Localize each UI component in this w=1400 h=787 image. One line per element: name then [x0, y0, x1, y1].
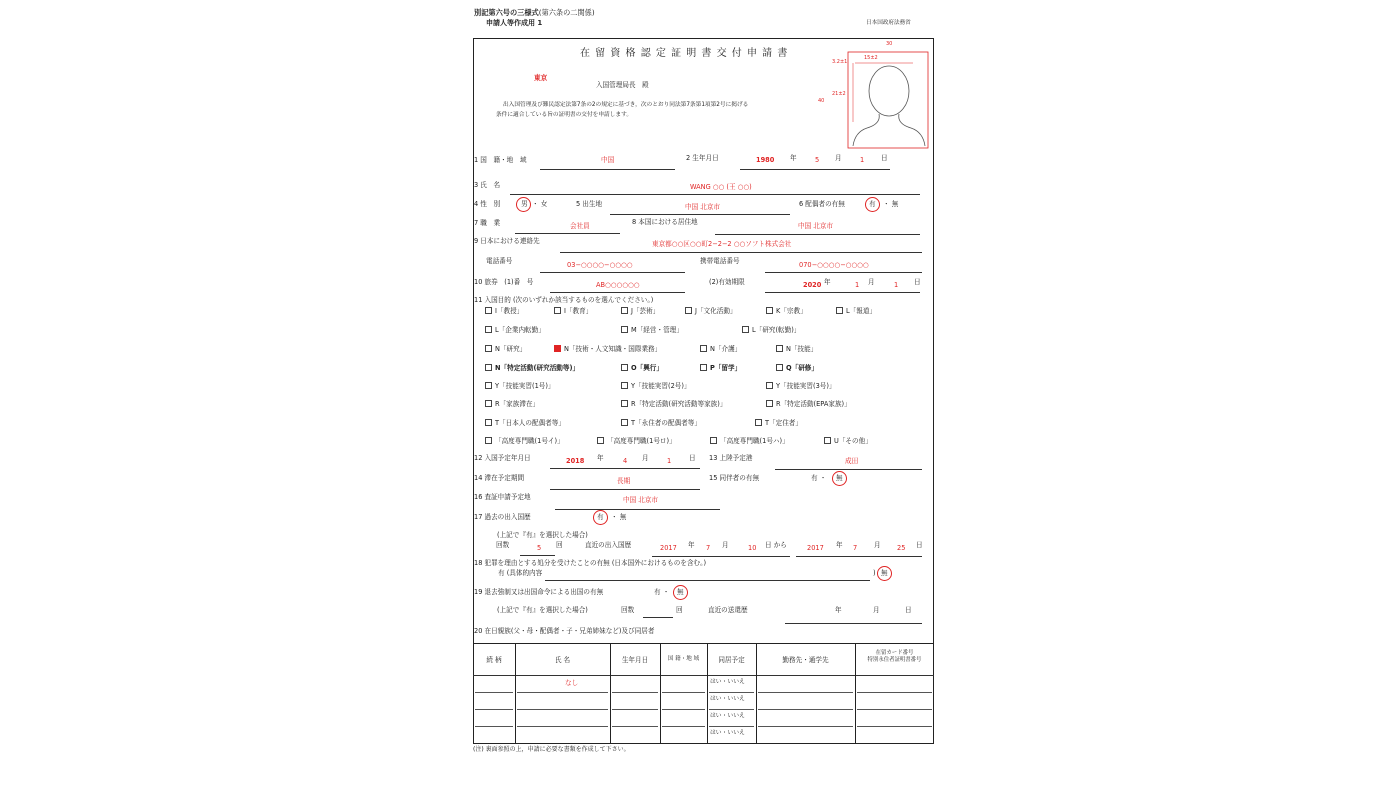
checkbox-icon[interactable] — [485, 364, 492, 371]
phone-value[interactable]: 03−○○○○−○○○○ — [567, 261, 633, 269]
form-title: 在 留 資 格 認 定 証 明 書 交 付 申 請 書 — [580, 48, 789, 59]
purpose-option[interactable] — [621, 400, 726, 408]
checkbox-icon[interactable] — [597, 437, 604, 444]
checkbox-icon[interactable] — [485, 382, 492, 389]
purpose-label: I「教授」 — [495, 307, 524, 315]
purpose-option[interactable] — [742, 326, 800, 334]
deportation-yes[interactable]: 有 ・ — [654, 588, 670, 596]
table-row-divider — [517, 726, 608, 727]
past-times-value[interactable]: 5 — [537, 544, 542, 552]
purpose-option[interactable] — [485, 437, 564, 445]
purpose-label: R「特定活動(EPA家族)」 — [776, 400, 851, 408]
purpose-option[interactable] — [621, 307, 659, 315]
purpose-label: J「文化活動」 — [695, 307, 737, 315]
line — [555, 509, 720, 510]
table-row-divider — [612, 709, 658, 710]
purpose-label: R「特定活動(研究活動等家族)」 — [631, 400, 727, 408]
label-visa-place: 16 査証申請予定地 — [474, 493, 531, 501]
checkbox-icon[interactable] — [700, 364, 707, 371]
purpose-option[interactable] — [485, 326, 545, 334]
form-subtitle: 申請人等作成用 1 — [486, 19, 543, 27]
label-passport: 10 旅券 (1)番 号 — [474, 278, 534, 286]
checkbox-icon[interactable] — [621, 307, 628, 314]
line — [515, 233, 620, 234]
label-mobile: 携帯電話番号 — [700, 257, 740, 265]
checkbox-icon[interactable] — [485, 437, 492, 444]
deportation-no[interactable]: 無 — [677, 588, 684, 596]
purpose-option[interactable] — [700, 345, 741, 353]
day-label: 日 — [914, 278, 921, 286]
intro-line-1: 出入国管理及び難民認定法第7条の2の規定に基づき，次のとおり同法第7条第1項第2号に掲げる — [503, 102, 749, 108]
purpose-label: N「研究」 — [495, 345, 527, 353]
table-row-divider — [517, 709, 608, 710]
birth-month[interactable]: 5 — [815, 156, 820, 164]
label-deportation: 19 退去強制又は出国命令による出国の有無 — [474, 588, 604, 596]
label-birthplace: 5 出生地 — [576, 200, 603, 208]
crime-close: ) — [873, 569, 876, 577]
cohabit-cell[interactable]: はい・いいえ — [710, 713, 745, 719]
line — [550, 489, 700, 490]
spouse-yes[interactable]: 有 — [869, 200, 876, 208]
relative-name-cell[interactable]: なし — [565, 679, 579, 687]
photo-height: 40 — [818, 98, 825, 104]
line — [715, 234, 920, 235]
table-row-divider — [612, 726, 658, 727]
line — [643, 617, 673, 618]
selected-circle — [593, 510, 608, 525]
selected-circle — [673, 585, 688, 600]
entry-year[interactable]: 2018 — [566, 457, 585, 465]
from-label: 日 から — [765, 541, 787, 549]
purpose-option[interactable] — [485, 382, 555, 390]
purpose-label: O「興行」 — [631, 364, 663, 372]
purpose-label: M「経営・管理」 — [631, 326, 683, 334]
footer-note: (注) 裏面参照の上，申請に必要な書類を作成して下さい。 — [473, 746, 630, 753]
table-row-divider — [475, 709, 513, 710]
purpose-option[interactable] — [766, 307, 807, 315]
sex-male[interactable]: 男 — [521, 200, 528, 208]
office-label: 入国管理局長 殿 — [596, 81, 649, 89]
table-row-divider — [662, 692, 705, 693]
line — [540, 169, 675, 170]
purpose-label: 「高度専門職(1号ロ)」 — [607, 437, 676, 445]
purpose-option[interactable] — [485, 345, 526, 353]
purpose-option[interactable] — [766, 400, 851, 408]
purpose-label: N「技能」 — [786, 345, 818, 353]
companion-no[interactable]: 無 — [836, 474, 843, 482]
year-label: 年 — [836, 541, 843, 549]
purpose-label: L「報道」 — [846, 307, 877, 315]
purpose-option[interactable] — [836, 307, 876, 315]
government-label: 日本国政府法務省 — [866, 20, 911, 26]
checkbox-icon[interactable] — [700, 345, 707, 352]
japan-contact-value[interactable]: 東京都○○区○○町2−2−2 ○○ソフト株式会社 — [652, 240, 792, 248]
checkbox-icon[interactable] — [766, 382, 773, 389]
photo-width: 30 — [886, 41, 893, 47]
purpose-option[interactable] — [485, 307, 523, 315]
purpose-label: T「日本人の配偶者等」 — [495, 419, 565, 427]
line — [610, 214, 790, 215]
year-label: 年 — [597, 454, 604, 462]
purpose-option[interactable] — [621, 419, 701, 427]
label-crime: 18 犯罪を理由とする処分を受けたことの有無 (日本国外におけるものを含む。) — [474, 559, 707, 567]
month-label: 月 — [722, 541, 729, 549]
label-occupation: 7 職 業 — [474, 219, 501, 227]
purpose-label: Y「技能実習(2号)」 — [631, 382, 691, 390]
checkbox-icon[interactable] — [621, 364, 628, 371]
times-unit: 回 — [556, 541, 563, 549]
year-label: 年 — [790, 154, 797, 162]
home-address-value[interactable]: 中国 北京市 — [798, 222, 834, 230]
checkbox-icon[interactable] — [742, 326, 749, 333]
name-value[interactable]: WANG ○○ (王 ○○) — [690, 183, 752, 191]
passport-month[interactable]: 1 — [855, 281, 860, 289]
cohabit-cell[interactable]: はい・いいえ — [710, 730, 745, 736]
checkbox-icon[interactable] — [685, 307, 692, 314]
purpose-option[interactable] — [621, 326, 683, 334]
purpose-label: T「永住者の配偶者等」 — [631, 419, 701, 427]
checkbox-icon[interactable] — [776, 345, 783, 352]
table-row-divider — [662, 726, 705, 727]
table-header: 勤務先・通学先 — [782, 656, 829, 664]
nationality-value[interactable]: 中国 — [601, 156, 615, 164]
checkbox-icon[interactable] — [766, 307, 773, 314]
purpose-label: N「特定活動(研究活動等)」 — [495, 364, 580, 372]
line — [740, 169, 890, 170]
checkbox-icon[interactable] — [621, 382, 628, 389]
line — [540, 272, 685, 273]
stay-value[interactable]: 長期 — [617, 477, 631, 485]
past-entry-no[interactable]: ・ 無 — [611, 513, 627, 521]
past-to-day[interactable]: 25 — [897, 544, 906, 552]
past-entry-note: (上記で『有』を選択した場合) — [497, 531, 588, 539]
label-companion: 15 同伴者の有無 — [709, 474, 760, 482]
passport-day[interactable]: 1 — [894, 281, 899, 289]
label-stay: 14 滞在予定期間 — [474, 474, 525, 482]
label-home-address: 8 本国における居住地 — [632, 218, 698, 226]
photo-guide — [847, 50, 931, 150]
purpose-label: Y「技能実習(3号)」 — [776, 382, 836, 390]
day-label: 日 — [881, 154, 888, 162]
checkbox-icon[interactable] — [554, 345, 561, 352]
month-label: 月 — [835, 154, 842, 162]
month-label: 月 — [642, 454, 649, 462]
label-entry-date: 12 入国予定年月日 — [474, 454, 531, 462]
purpose-label: J「芸術」 — [631, 307, 660, 315]
label-nationality: 1 国 籍・地 域 — [474, 156, 527, 164]
checkbox-icon[interactable] — [621, 400, 628, 407]
month-label: 月 — [868, 278, 875, 286]
table-row-divider — [758, 692, 853, 693]
selected-circle — [877, 566, 892, 581]
line — [765, 292, 920, 293]
year-label: 年 — [688, 541, 695, 549]
label-spouse: 6 配偶者の有無 — [799, 200, 845, 208]
intro-line-2: 条件に適合している旨の証明書の交付を申請します。 — [496, 112, 633, 118]
spouse-no[interactable]: ・ 無 — [883, 200, 899, 208]
purpose-option[interactable] — [776, 345, 817, 353]
purpose-option[interactable] — [554, 345, 661, 353]
sex-female[interactable]: ・ 女 — [532, 200, 548, 208]
checkbox-icon[interactable] — [766, 400, 773, 407]
day-label: 日 — [689, 454, 696, 462]
table-header: 生年月日 — [621, 656, 649, 664]
companion-yes[interactable]: 有 ・ — [811, 474, 827, 482]
photo-face-height: 21±2 — [832, 91, 846, 97]
label-purpose: 11 入国目的 (次のいずれか該当するものを選んでください。) — [474, 296, 654, 304]
purpose-label: N「技術・人文知識・国際業務」 — [564, 345, 662, 353]
table-header: 国 籍・地 域 — [667, 656, 700, 662]
deportation-times-label: 回数 — [621, 606, 635, 614]
line — [775, 469, 922, 470]
mobile-value[interactable]: 070−○○○○−○○○○ — [799, 261, 869, 269]
label-sex: 4 性 別 — [474, 200, 501, 208]
label-phone: 電話番号 — [486, 257, 513, 265]
purpose-label: R「家族滞在」 — [495, 400, 540, 408]
past-from-month[interactable]: 7 — [706, 544, 711, 552]
crime-no[interactable]: 無 — [881, 569, 888, 577]
purpose-label: L「企業内転勤」 — [495, 326, 545, 334]
cohabit-cell[interactable]: はい・いいえ — [710, 696, 745, 702]
purpose-option[interactable] — [485, 400, 539, 408]
past-to-month[interactable]: 7 — [853, 544, 858, 552]
label-birthdate: 2 生年月日 — [686, 154, 719, 162]
photo-margin: 3.2±1 — [832, 59, 848, 65]
table-row-divider — [709, 726, 754, 727]
purpose-label: 「高度専門職(1号イ)」 — [495, 437, 564, 445]
table-row-divider — [517, 692, 608, 693]
day-label: 日 — [916, 541, 923, 549]
purpose-option[interactable] — [685, 307, 737, 315]
month-label: 月 — [874, 541, 881, 549]
entry-day[interactable]: 1 — [667, 457, 672, 465]
past-to-year[interactable]: 2017 — [807, 544, 824, 552]
occupation-value[interactable]: 会社員 — [570, 222, 590, 230]
table-header: 氏 名 — [554, 656, 571, 664]
entry-month[interactable]: 4 — [623, 457, 628, 465]
selected-circle — [832, 471, 847, 486]
checkbox-icon[interactable] — [776, 364, 783, 371]
selected-circle — [516, 197, 531, 212]
purpose-label: U「その他」 — [834, 437, 872, 445]
cohabit-cell[interactable]: はい・いいえ — [710, 679, 745, 685]
photo-face-width: 15±2 — [864, 55, 878, 61]
purpose-option[interactable] — [710, 437, 789, 445]
table-row-divider — [612, 692, 658, 693]
table-row-divider — [475, 726, 513, 727]
port-value[interactable]: 成田 — [845, 457, 859, 465]
purpose-option[interactable] — [700, 364, 741, 372]
purpose-option[interactable] — [776, 364, 818, 372]
table-header: 続 柄 — [486, 656, 502, 664]
office-name[interactable]: 東京 — [534, 74, 548, 82]
table-row-divider — [857, 726, 932, 727]
line — [560, 252, 922, 253]
purpose-option[interactable] — [766, 382, 836, 390]
purpose-option[interactable] — [824, 437, 872, 445]
purpose-label: 「高度専門職(1号ハ)」 — [720, 437, 789, 445]
checkbox-icon[interactable] — [836, 307, 843, 314]
purpose-label: T「定住者」 — [765, 419, 802, 427]
purpose-label: K「宗教」 — [776, 307, 807, 315]
purpose-label: L「研究(転勤)」 — [752, 326, 801, 334]
purpose-label: P「留学」 — [710, 364, 742, 372]
purpose-option[interactable] — [621, 382, 691, 390]
past-from-day[interactable]: 10 — [748, 544, 757, 552]
birth-day[interactable]: 1 — [860, 156, 865, 164]
line — [550, 292, 685, 293]
birth-year[interactable]: 1980 — [756, 156, 775, 164]
table-header-border — [473, 675, 934, 676]
checkbox-icon[interactable] — [755, 419, 762, 426]
visa-place-value[interactable]: 中国 北京市 — [623, 496, 659, 504]
line — [550, 468, 700, 469]
table-row-divider — [709, 709, 754, 710]
passport-number[interactable]: AB○○○○○○ — [596, 281, 640, 289]
year-label: 年 — [835, 606, 842, 614]
table-row-divider — [758, 726, 853, 727]
checkbox-icon[interactable] — [485, 345, 492, 352]
table-row-divider — [857, 692, 932, 693]
checkbox-icon[interactable] — [824, 437, 831, 444]
label-passport-expiry: (2)有効期限 — [709, 278, 745, 286]
month-label: 月 — [873, 606, 880, 614]
year-label: 年 — [824, 278, 831, 286]
table-row-divider — [662, 709, 705, 710]
purpose-label: N「介護」 — [710, 345, 742, 353]
deportation-note: (上記で『有』を選択した場合) — [497, 606, 588, 614]
crime-yes[interactable]: 有 (具体的内容 — [498, 569, 543, 577]
purpose-option[interactable] — [621, 364, 663, 372]
label-past-entry: 17 過去の出入国歴 — [474, 513, 531, 521]
birthplace-value[interactable]: 中国 北京市 — [685, 203, 721, 211]
table-row-divider — [475, 692, 513, 693]
line — [545, 580, 870, 581]
past-entry-yes[interactable]: 有 — [597, 513, 604, 521]
line — [652, 556, 790, 557]
table-header: 同居予定 — [718, 656, 745, 664]
label-name: 3 氏 名 — [474, 181, 501, 189]
table-top-border — [473, 643, 934, 644]
checkbox-icon[interactable] — [554, 307, 561, 314]
line — [785, 623, 922, 624]
purpose-label: Q「研修」 — [786, 364, 818, 372]
past-from-year[interactable]: 2017 — [660, 544, 677, 552]
day-label: 日 — [905, 606, 912, 614]
purpose-option[interactable] — [554, 307, 592, 315]
label-japan-contact: 9 日本における連絡先 — [474, 237, 540, 245]
checkbox-icon[interactable] — [710, 437, 717, 444]
line — [765, 272, 922, 273]
checkbox-icon[interactable] — [485, 419, 492, 426]
purpose-label: Y「技能実習(1号)」 — [495, 382, 555, 390]
table-header: 在留カード番号 特別永住者証明書番号 — [867, 650, 922, 664]
checkbox-icon[interactable] — [621, 419, 628, 426]
checkbox-icon[interactable] — [621, 326, 628, 333]
deportation-times-unit: 回 — [676, 606, 683, 614]
table-row-divider — [857, 709, 932, 710]
deportation-latest-label: 直近の送還歴 — [708, 606, 748, 614]
label-port: 13 上陸予定港 — [709, 454, 753, 462]
line — [520, 555, 555, 556]
line — [510, 194, 920, 195]
form-reference: 別記第六号の三様式(第六条の二関係) — [474, 8, 595, 17]
label-times: 回数 — [496, 541, 510, 549]
purpose-label: I「教育」 — [564, 307, 593, 315]
checkbox-icon[interactable] — [485, 326, 492, 333]
purpose-option[interactable] — [485, 419, 565, 427]
table-row-divider — [709, 692, 754, 693]
selected-circle — [865, 197, 880, 212]
passport-year[interactable]: 2020 — [803, 281, 822, 289]
line — [796, 556, 922, 557]
label-relatives: 20 在日親族(父・母・配偶者・子・兄弟姉妹など)及び同居者 — [474, 627, 655, 635]
purpose-option[interactable] — [597, 437, 676, 445]
table-row-divider — [758, 709, 853, 710]
purpose-option[interactable] — [485, 364, 579, 372]
checkbox-icon[interactable] — [485, 400, 492, 407]
label-latest-entry: 直近の出入国歴 — [585, 541, 632, 549]
purpose-option[interactable] — [755, 419, 802, 427]
checkbox-icon[interactable] — [485, 307, 492, 314]
